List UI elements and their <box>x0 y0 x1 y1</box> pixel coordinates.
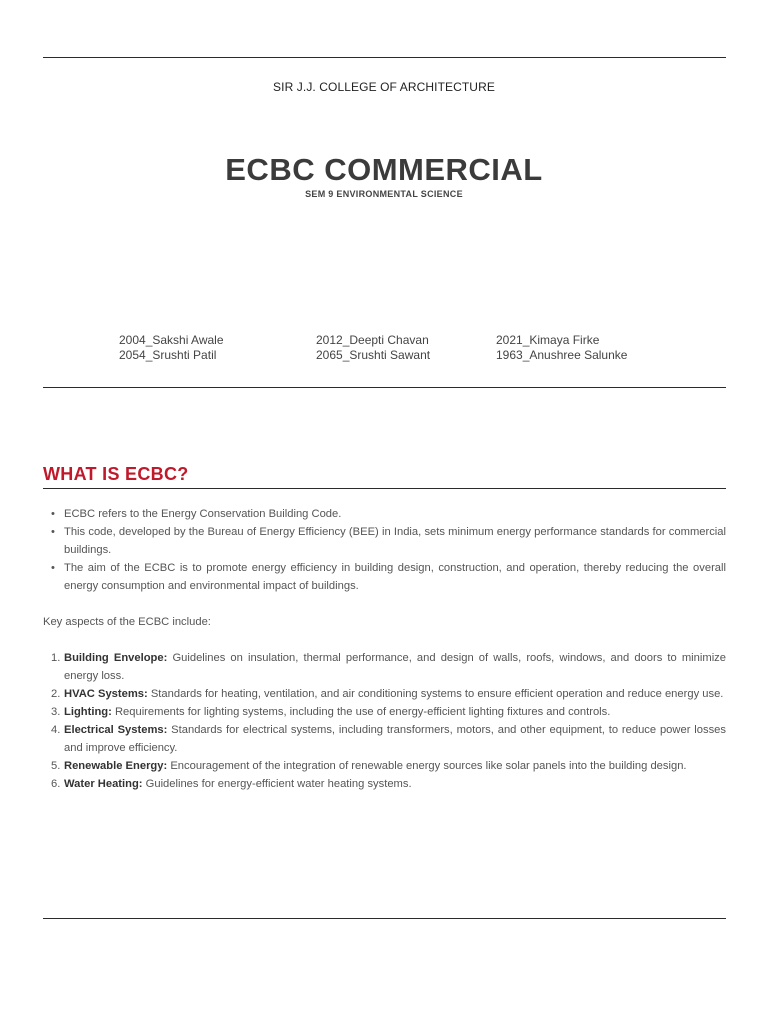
page-title: ECBC COMMERCIAL <box>225 152 543 187</box>
member-name: 2065_Srushti Sawant <box>316 348 431 362</box>
list-item: 6. Water Heating: Guidelines for energy-efficient water heating systems. <box>51 778 412 790</box>
member-name: 2054_Srushti Patil <box>119 348 217 362</box>
list-item: 4. Electrical Systems: Standards for electrical systems, including transformers, motors, and other equipment, to reduce power losses and improve efficiency. <box>51 724 726 754</box>
member-name: 2012_Deepti Chavan <box>316 333 429 347</box>
bullet-icon: • <box>51 562 55 574</box>
list-item: 5. Renewable Energy: Encouragement of the integration of renewable energy sources like solar panels into the building design. <box>51 760 687 772</box>
list-item: • The aim of the ECBC is to promote energy efficiency in building design, construction, and operation, thereby reducing the overall energy consumption and environmental impact of buildings. <box>43 559 726 595</box>
ecbc-bullet-list <box>43 505 726 595</box>
top-divider <box>43 57 726 58</box>
members-column-2 <box>316 333 430 363</box>
college-name: SIR J.J. COLLEGE OF ARCHITECTURE <box>273 80 495 94</box>
list-item: • This code, developed by the Bureau of Energy Efficiency (BEE) in India, sets minimum energy performance standards for commercial buildings. <box>43 523 726 559</box>
section-heading-underline <box>43 488 726 489</box>
list-item: 2. HVAC Systems: Standards for heating, ventilation, and air conditioning systems to ensure efficient operation and reduce energy use. <box>51 688 724 700</box>
members-column-1 <box>119 333 224 363</box>
list-item: 1. Building Envelope: Guidelines on insulation, thermal performance, and design of walls, roofs, windows, and doors to minimize energy loss. <box>51 652 726 682</box>
bullet-icon: • <box>51 526 55 538</box>
members-column-3 <box>496 333 627 363</box>
bullet-icon: • <box>51 508 55 520</box>
member-name: 1963_Anushree Salunke <box>496 348 628 362</box>
list-item: 3. Lighting: Requirements for lighting systems, including the use of energy-efficient lighting fixtures and controls. <box>51 706 611 718</box>
header-bottom-divider <box>43 387 726 388</box>
footer-divider <box>43 918 726 919</box>
member-name: 2021_Kimaya Firke <box>496 333 600 347</box>
key-aspects-list <box>43 649 726 793</box>
member-name: 2004_Sakshi Awale <box>119 333 224 347</box>
page-subtitle: SEM 9 ENVIRONMENTAL SCIENCE <box>305 189 463 199</box>
section-heading: WHAT IS ECBC? <box>43 464 189 484</box>
key-aspects-intro: Key aspects of the ECBC include: <box>43 616 211 628</box>
list-item: • ECBC refers to the Energy Conservation Building Code. <box>43 505 726 523</box>
